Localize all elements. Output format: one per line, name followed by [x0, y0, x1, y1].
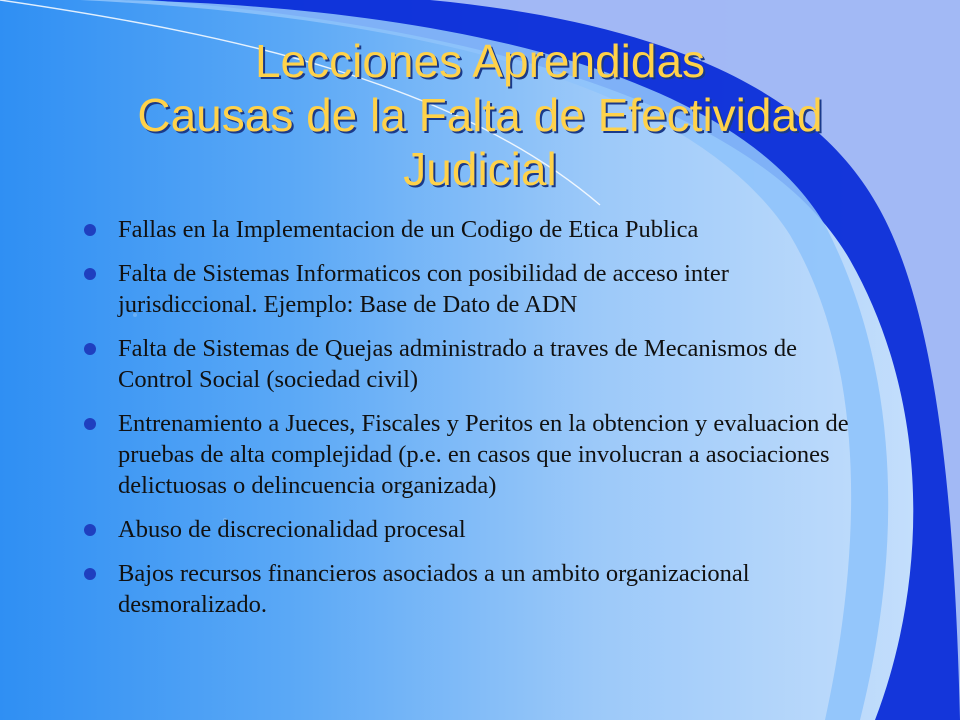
bullet-text: Entrenamiento a Jueces, Fiscales y Peritos en la obtencion y evaluacion de pruebas de alta complejidad (p.e. en casos que involucran a asociaciones delictuosas o delincuencia organizada) [118, 410, 849, 499]
bullet-text: Falta de Sistemas Informaticos con posibilidad de acceso inter jurisdiccional. Ejemplo: Base de Dato de ADN [118, 260, 729, 318]
title-line-2: Causas de la Falta de Efectividad [137, 89, 823, 141]
bullet-dot-icon [84, 418, 96, 430]
bullet-dot-icon [84, 224, 96, 236]
bullet-list [84, 214, 874, 633]
bullet-text: Fallas en la Implementacion de un Codigo de Etica Publica [118, 216, 699, 243]
bullet-text: Bajos recursos financieros asociados a un ambito organizacional desmoralizado. [118, 560, 750, 618]
bullet-dot-icon [84, 343, 96, 355]
title-line-3: Judicial [403, 143, 557, 195]
bullet-item [84, 514, 874, 545]
bullet-item [84, 408, 874, 501]
title-line-1: Lecciones Aprendidas [254, 35, 706, 87]
slide-title [0, 34, 960, 196]
bullet-dot-icon [84, 524, 96, 536]
bullet-dot-icon [84, 568, 96, 580]
bullet-item [84, 258, 874, 320]
bullet-item [84, 333, 874, 395]
bullet-text: Falta de Sistemas de Quejas administrado a traves de Mecanismos de Control Social (sociedad civil) [118, 335, 798, 393]
bullet-text: Abuso de discrecionalidad procesal [118, 516, 466, 543]
bullet-dot-icon [84, 268, 96, 280]
bullet-item [84, 214, 874, 245]
bullet-item [84, 558, 874, 620]
